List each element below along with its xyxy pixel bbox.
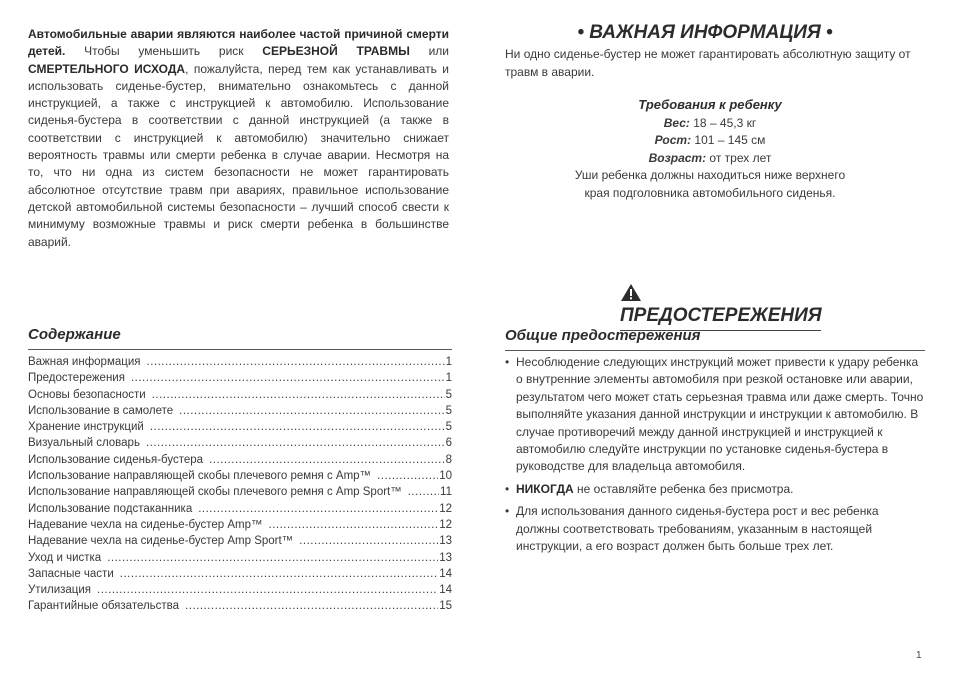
toc-entry-page: 1 [445,372,452,385]
toc-entry-label: Гарантийные обязательства [28,600,180,613]
warning-text-2-rest: не оставляйте ребенка без присмотра. [573,481,794,496]
toc-leader-dots [120,566,438,582]
height-value: 101 – 145 см [691,133,766,147]
warning-text-2 [516,481,925,498]
toc-leader-dots [152,387,445,403]
toc-entry [28,419,452,435]
important-info-text: Ни одно сиденье-бустер не может гарантировать абсолютную защиту от травм в аварии. [505,47,911,79]
toc-entry [28,468,452,484]
toc-entry-label: Использование сиденья-бустера [28,453,204,466]
toc-entry-page: 15 [439,600,452,613]
toc-leader-dots [408,484,439,500]
toc-entry [28,501,452,517]
warning-triangle-icon [620,283,642,302]
warnings-title: ПРЕДОСТЕРЕЖЕНИЯ [620,305,822,326]
warning-bullet-1 [505,354,925,476]
toc-entry-page: 13 [439,535,452,548]
toc-entry-label: Важная информация [28,356,141,368]
toc-entry-page: 5 [445,388,452,401]
requirement-ears-line1: Уши ребенка должны находиться ниже верхнего [574,168,846,182]
intro-bold-injury: СЕРЬЕЗНОЙ ТРАВМЫ [262,44,410,59]
warning-bullet-2 [505,481,925,498]
intro-text-a: Чтобы уменьшить риск [65,44,263,59]
toc-entry [28,582,452,598]
intro-bold-death: СМЕРТЕЛЬНОГО ИСХОДА [28,61,186,76]
weight-label: Вес: [663,115,690,130]
page-number: 1 [916,650,922,661]
toc-entry-label: Использование направляющей скобы плечевого ремня с Amp Sport™ [28,486,402,499]
intro-paragraph [28,26,449,251]
general-warnings-divider [505,350,925,351]
toc-entry-label: Визуальный словарь [28,437,140,450]
toc-leader-dots [97,582,438,598]
toc-entry [28,598,452,614]
toc-entry-page: 8 [445,453,452,466]
requirement-age [505,150,915,168]
never-bold: НИКОГДА [516,481,574,496]
toc-entry [28,566,452,582]
toc-leader-dots [269,517,439,533]
toc-entry-label: Использование направляющей скобы плечевого ремня с Amp™ [28,470,372,483]
toc-entry-label: Надевание чехла на сиденье-бустер Amp™ [28,518,263,531]
toc-entry-page: 10 [439,470,452,483]
toc-entry-page: 12 [439,502,452,515]
toc-entry-page: 12 [439,518,452,531]
warning-text-1: Несоблюдение следующих инструкций может привести к удару ребенка о внутренние элементы автомобиля при резкой остановке или аварии, результатом чего может стать серьезная травма или даже смерть. Точно выполняйте указания данной инструкции и инструкции к автомобилю. В случае противоречий между данной инструкцией и инструкцией к автомобилю следуйте инструкции по установке сиденья-бустера в руководстве для владельца автомобиля. [516,355,924,474]
toc-leader-dots [209,452,445,468]
toc-leader-dots [147,354,445,370]
toc-entry-page: 14 [439,567,452,580]
weight-value: 18 – 45,3 кг [689,115,757,130]
age-value: от трех лет [706,150,772,165]
toc-entry-label: Предостережения [28,372,125,385]
bullet-dot: • [505,481,510,496]
toc-entry-label: Уход и чистка [28,551,102,564]
warning-bullet-3 [505,503,925,555]
toc-entry [28,517,452,533]
toc-entry-label: Утилизация [28,584,92,597]
toc-leader-dots [185,598,438,614]
toc-entry-label: Использование подстаканника [28,502,193,515]
toc-entry-page: 13 [439,551,452,564]
toc-entry-label: Использование в самолете [28,404,174,417]
warning-text-3: Для использования данного сиденья-бустера рост и вес ребенка должны соответствовать требованиям, указанным в настоящей инструкции, а его возраст должен быть больше трех лет. [516,504,879,554]
toc-leader-dots [146,435,445,451]
general-warnings-title: Общие предостережения [505,327,701,344]
toc-leader-dots [107,550,438,566]
toc-entry [28,452,452,468]
requirement-weight [505,115,915,133]
toc-entry [28,370,452,386]
bullet-dot: • [505,504,510,519]
toc-title: Содержание [28,326,121,343]
toc-entry [28,435,452,451]
toc-entry [28,550,452,566]
toc-divider [28,349,452,350]
age-label: Возраст: [648,150,707,165]
toc-entry [28,387,452,403]
height-label: Рост: [654,133,692,147]
toc-entry-page: 14 [439,584,452,597]
intro-bold-lead: Автомобильные аварии являются наиболее частой причиной смерти детей. [28,27,449,59]
toc-entry [28,403,452,419]
toc-entry-page: 5 [445,404,452,417]
toc-entry-label: Запасные части [28,567,114,580]
intro-text-b: или [409,44,449,59]
child-requirements [505,96,915,202]
toc-entry-page: 6 [445,437,452,450]
warnings-heading [620,283,821,331]
toc-entry [28,484,452,500]
general-warnings-list [505,354,925,560]
toc-entry-label: Основы безопасности [28,388,146,401]
toc-leader-dots [377,468,438,484]
toc-leader-dots [131,370,445,386]
toc-leader-dots [150,419,445,435]
requirement-ears-line2: края подголовника автомобильного сиденья. [584,185,836,200]
toc-entry-page: 1 [445,356,452,368]
toc-entry-page: 5 [445,421,452,434]
toc-leader-dots [179,403,444,419]
bullet-dot: • [505,355,510,369]
requirement-height [505,132,915,150]
table-of-contents [28,354,452,615]
toc-entry [28,533,452,549]
intro-text-c: , пожалуйста, перед тем как устанавливать и использовать сиденье-бустер, внимательно ознакомьтесь с данной инструкцией, а также с инструкцией к автомобилю. Использование сиденья-бустера в соответствии с данной инструкцией (а также в соответствии с инструкцией к автомобилю) значительно снижает вероятность травмы или смерти ребенка в случае аварии. Несмотря на то, что ни одна из систем безопасности не может гарантировать абсолютное отсутствие травм при авариях, правильное использование детской автомобильной системы безопасности – лучший способ свести к минимуму возможные травмы и риск смерти ребенка в большинстве аварий. [28,61,449,249]
toc-entry [28,354,452,370]
toc-leader-dots [299,533,438,549]
toc-entry-page: 11 [440,486,452,499]
important-info-title: • ВАЖНАЯ ИНФОРМАЦИЯ • [577,22,833,43]
toc-entry-label: Хранение инструкций [28,421,144,434]
toc-leader-dots [198,501,438,517]
requirements-title: Требования к ребенку [638,97,782,112]
toc-entry-label: Надевание чехла на сиденье-бустер Amp Sport™ [28,535,294,548]
